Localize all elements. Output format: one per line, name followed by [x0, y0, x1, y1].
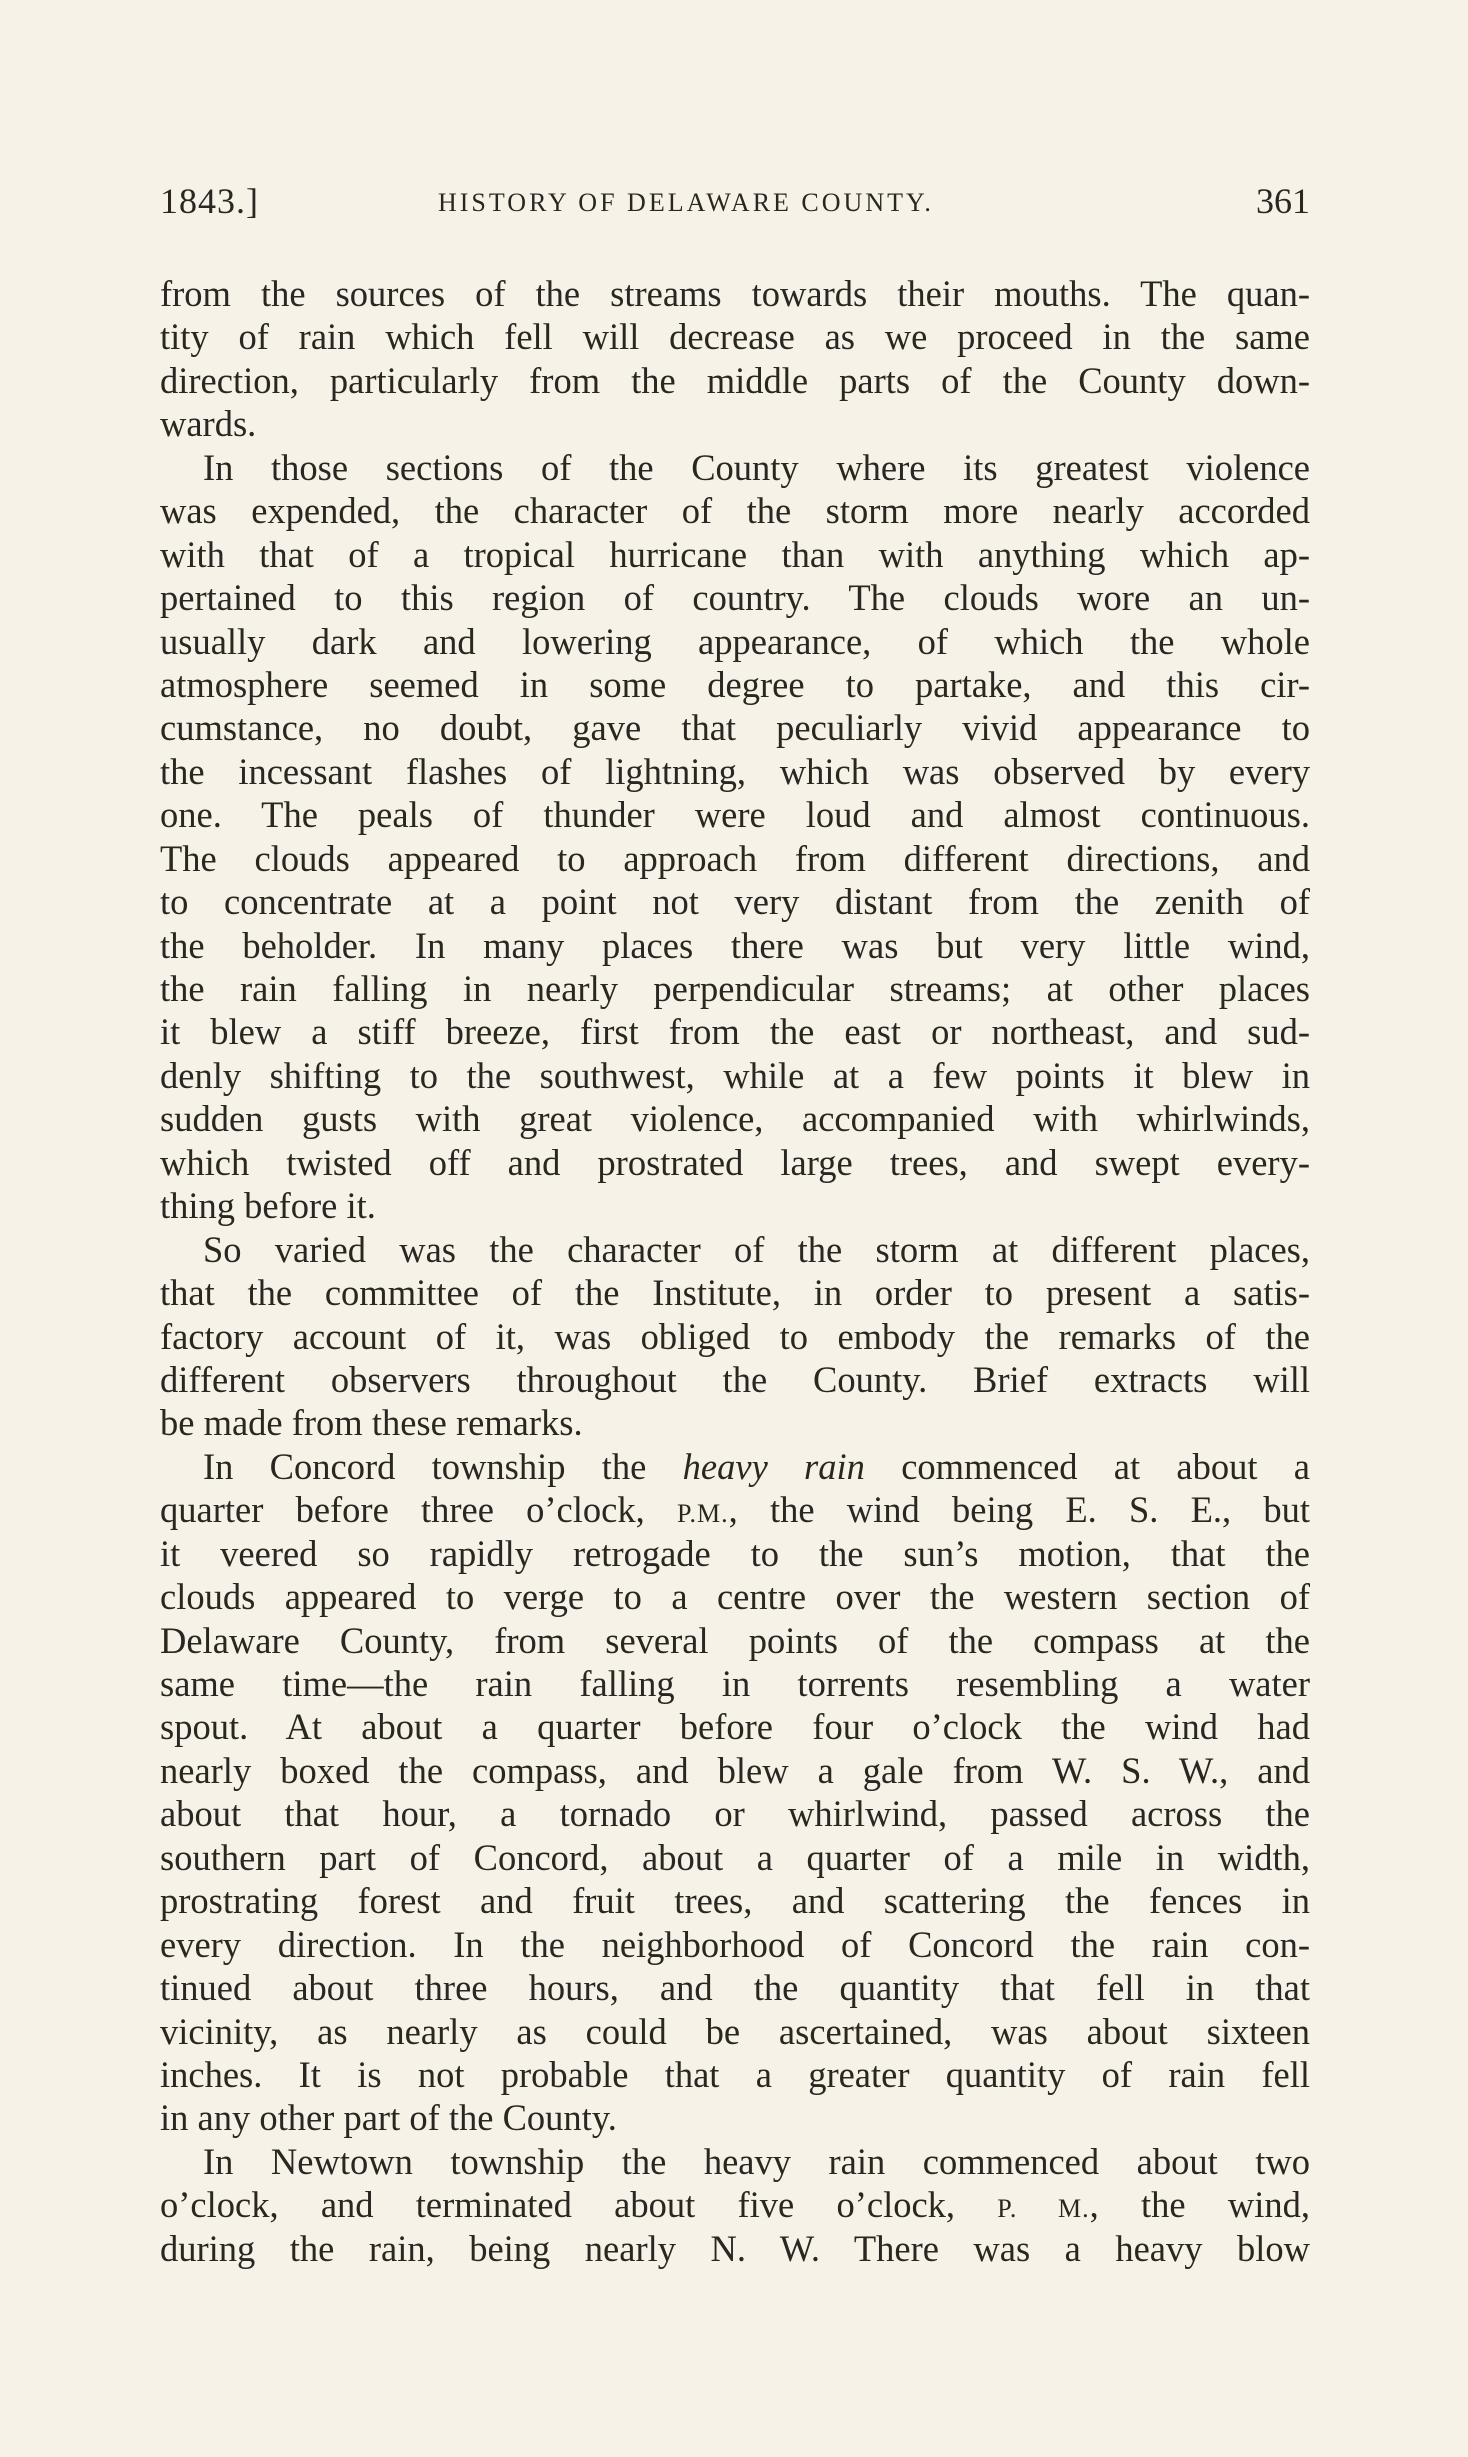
text-line: In Newtown township the heavy rain commenced about two: [203, 2140, 1310, 2182]
text-span: commenced at about a: [864, 1445, 1310, 1487]
small-caps-abbrev: P.M.: [676, 1499, 729, 1529]
small-caps-abbrev: P. M.: [997, 2194, 1090, 2224]
text-line: usually dark and lowering appearance, of which the whole: [160, 620, 1310, 662]
text-line: be made from these remarks.: [160, 1402, 583, 1444]
text-line: clouds appeared to verge to a centre over the western section of: [160, 1576, 1310, 1618]
text-line: direction, particularly from the middle parts of the County down-: [160, 359, 1310, 401]
text-line: it blew a stiff breeze, first from the east or northeast, and sud-: [160, 1011, 1310, 1053]
text-line: thing before it.: [160, 1185, 376, 1227]
text-line: vicinity, as nearly as could be ascertained, was about sixteen: [160, 2010, 1310, 2052]
text-line: pertained to this region of country. The clouds wore an un-: [160, 577, 1310, 619]
text-span: , the wind,: [1089, 2184, 1310, 2226]
text-line: was expended, the character of the storm more nearly accorded: [160, 490, 1310, 532]
text-line: the beholder. In many places there was but very little wind,: [160, 924, 1310, 966]
running-head: [160, 180, 1310, 230]
body-text: [160, 272, 1310, 2270]
text-line: wards.: [160, 403, 257, 445]
text-line: tity of rain which fell will decrease as we proceed in the same: [160, 316, 1310, 358]
text-line: sudden gusts with great violence, accompanied with whirlwinds,: [160, 1098, 1310, 1140]
page-number: 361: [1256, 181, 1310, 221]
text-line: The clouds appeared to approach from different directions, and: [160, 837, 1310, 879]
text-line: about that hour, a tornado or whirlwind, passed across the: [160, 1793, 1310, 1835]
text-line: one. The peals of thunder were loud and almost continuous.: [160, 794, 1310, 836]
text-line: it veered so rapidly retrogade to the sun’s motion, that the: [160, 1532, 1310, 1574]
text-line: different observers throughout the County. Brief extracts will: [160, 1358, 1310, 1400]
text-line: spout. At about a quarter before four o’clock the wind had: [160, 1706, 1310, 1748]
header-title: HISTORY OF DELAWARE COUNTY.: [438, 188, 934, 217]
text-line: So varied was the character of the storm at different places,: [203, 1228, 1310, 1270]
text-line: factory account of it, was obliged to embody the remarks of the: [160, 1315, 1310, 1357]
text-line: southern part of Concord, about a quarter of a mile in width,: [160, 1836, 1310, 1878]
header-year: 1843.]: [160, 181, 259, 221]
text-line: the incessant flashes of lightning, which was observed by every: [160, 750, 1310, 792]
text-line: [160, 2183, 1310, 2226]
text-line: nearly boxed the compass, and blew a gale from W. S. W., and: [160, 1749, 1310, 1791]
text-line: from the sources of the streams towards their mouths. The quan-: [160, 273, 1310, 314]
italic-phrase: heavy rain: [682, 1445, 865, 1487]
text-line: Delaware County, from several points of the compass at the: [160, 1619, 1310, 1661]
text-line: to concentrate at a point not very distant from the zenith of: [160, 881, 1310, 923]
text-line: In those sections of the County where its greatest violence: [203, 446, 1310, 488]
text-line: same time—the rain falling in torrents resembling a water: [160, 1663, 1310, 1704]
text-line: prostrating forest and fruit trees, and scattering the fences in: [160, 1880, 1310, 1922]
text-line: atmosphere seemed in some degree to partake, and this cir-: [160, 663, 1310, 705]
text-line: which twisted off and prostrated large trees, and swept every-: [160, 1141, 1310, 1183]
text-span: quarter before three o’clock,: [160, 1489, 677, 1531]
text-line: [160, 1488, 1310, 1531]
text-span: , the wind being E. S. E., but: [728, 1489, 1310, 1531]
text-line: with that of a tropical hurricane than with anything which ap-: [160, 533, 1310, 575]
text-span: In Concord township the: [203, 1445, 683, 1487]
text-line: inches. It is not probable that a greater quantity of rain fell: [160, 2053, 1310, 2095]
text-line: every direction. In the neighborhood of Concord the rain con-: [160, 1923, 1310, 1965]
text-line: that the committee of the Institute, in order to present a satis-: [160, 1272, 1310, 1314]
text-line: denly shifting to the southwest, while at a few points it blew in: [160, 1054, 1310, 1096]
text-line: tinued about three hours, and the quantity that fell in that: [160, 1967, 1310, 2009]
text-line: the rain falling in nearly perpendicular streams; at other places: [160, 968, 1310, 1009]
text-line: [160, 1445, 1310, 1488]
text-span: o’clock, and terminated about five o’clock,: [160, 2184, 998, 2226]
text-line: in any other part of the County.: [160, 2097, 617, 2139]
text-line: cumstance, no doubt, gave that peculiarly vivid appearance to: [160, 707, 1310, 749]
text-line: during the rain, being nearly N. W. There was a heavy blow: [160, 2227, 1310, 2269]
